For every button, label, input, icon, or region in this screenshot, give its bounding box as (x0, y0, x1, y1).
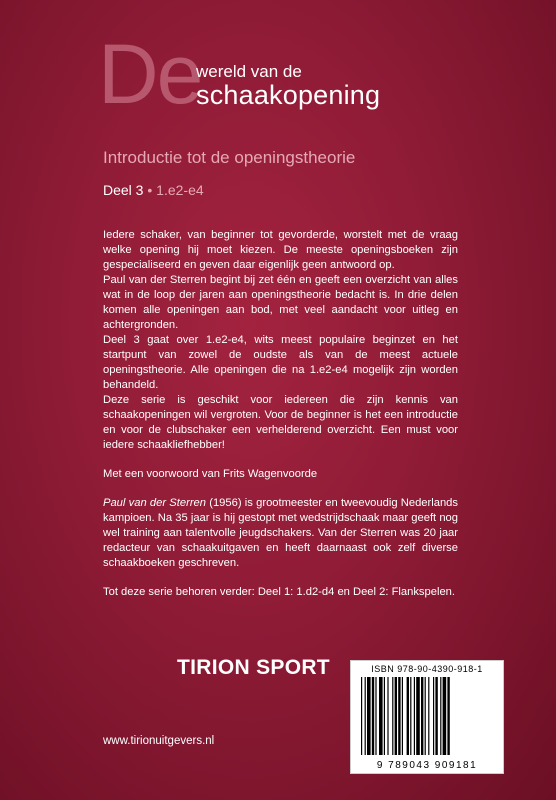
part-bullet: • (147, 182, 153, 198)
foreword-credit: Met een voorwoord van Frits Wagenvoorde (103, 468, 318, 480)
paragraph-intro: Iedere schaker, van beginner tot gevorderde, worstelt met de vraag welke opening hij moet kiezen. De meeste openingsboeken zijn gespecialiseerd en geven daar eigenlijk geen antwoord op. (103, 229, 458, 271)
title-line-1: wereld van de (196, 62, 302, 81)
author-bio-text: (1956) is grootmeester en tweevoudig Nederlands kampioen. Na 35 jaar is hij gestopt met wedstrijdschaak maar geeft nog wel training aan talentvolle jeugdschakers. Van der Sterren was 20 jaar redacteur van schaakuitgaven en heeft daarnaast ook zelf diverse schaakboeken geschreven. (103, 497, 458, 569)
blurb-text (103, 228, 458, 600)
barcode-digits: 9 789043 909181 (376, 760, 478, 771)
title-big-letters: De (98, 27, 202, 121)
part-moves: 1.e2-e4 (156, 182, 204, 198)
author-bio (103, 496, 458, 571)
barcode (350, 660, 504, 774)
part-indicator (103, 182, 204, 198)
paragraph-volume: Deel 3 gaat over 1.e2-e4, wits meest populaire beginzet en het startpunt van zowel de oudste als van de meest actuele openingstheorie. Alle openingen die na 1.e2-e4 mogelijk zijn worden behandeld. (103, 334, 458, 391)
subtitle: Introductie tot de openingstheorie (103, 148, 356, 167)
paragraph-overview: Paul van der Sterren begint bij zet één en geeft een overzicht van alles wat in de loop der jaren aan openingstheorie bedacht is. In drie delen komen alle openingen aan bod, met veel aandacht voor uitleg en achtergronden. (103, 274, 458, 331)
title-line-2: schaakopening (196, 80, 381, 110)
part-label: Deel 3 (103, 182, 144, 198)
website-link: www.tirionuitgevers.nl (103, 735, 215, 747)
series-note: Tot deze serie behoren verder: Deel 1: 1.d2-d4 en Deel 2: Flankspelen. (103, 586, 455, 598)
author-name: Paul van der Sterren (103, 497, 206, 509)
barcode-bars (359, 677, 495, 755)
paragraph-audience: Deze serie is geschikt voor iedereen die zijn kennis van schaakopeningen wil vergroten. Voor de beginner is het een introductie en voor de clubschaker een verhelderend overzicht. Een must voor iedere schaakliefhebber! (103, 394, 458, 451)
isbn-label: ISBN 978-90-4390-918-1 (371, 664, 483, 674)
publisher-logo: TIRION SPORT (177, 656, 330, 679)
